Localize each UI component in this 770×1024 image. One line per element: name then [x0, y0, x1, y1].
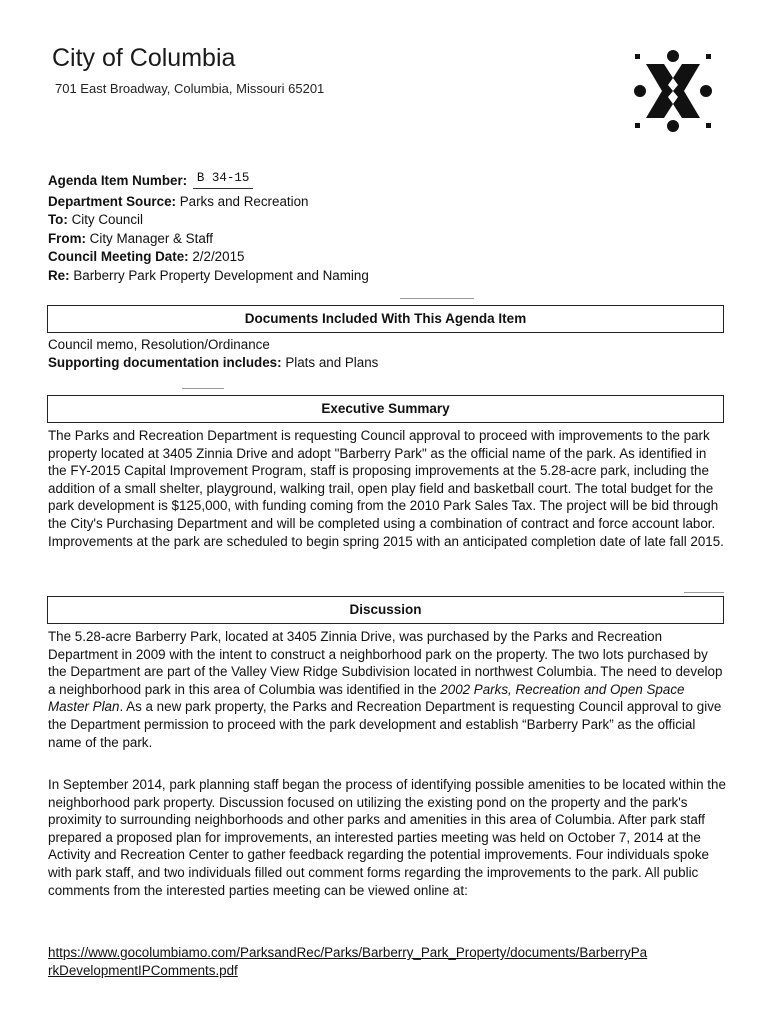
- comments-link[interactable]: [48, 944, 728, 979]
- discussion-heading-box: [47, 596, 724, 624]
- org-name: City of Columbia: [52, 44, 236, 72]
- meeting-date-row: [48, 248, 369, 267]
- discussion-p1-text-end: . As a new park property, the Parks and Recreation Department is requesting Council approval to give the Department permission to proceed with the park development and establish “Barberry Park” as the official name of the park.: [48, 699, 722, 750]
- documents-line: Council memo, Resolution/Ordinance: [48, 337, 270, 352]
- org-address: 701 East Broadway, Columbia, Missouri 65201: [55, 81, 325, 96]
- agenda-item-number-row: [48, 172, 369, 193]
- re-value: Barberry Park Property Development and Naming: [73, 267, 369, 283]
- re-label: Re:: [48, 267, 70, 283]
- agenda-item-label: Agenda Item Number:: [48, 173, 188, 188]
- from-row: [48, 230, 369, 249]
- discussion-heading: Discussion: [349, 602, 422, 617]
- scan-mark: [684, 592, 724, 593]
- to-value: City Council: [71, 212, 144, 228]
- from-value: City Manager & Staff: [89, 230, 213, 246]
- documents-heading-box: [47, 305, 724, 333]
- department-value: Parks and Recreation: [179, 193, 309, 209]
- agenda-item-value: B 34-15: [193, 169, 254, 189]
- master-plan-title: 2002 Parks, Recreation and Open Space Master Plan: [48, 681, 685, 715]
- scan-mark: [400, 298, 474, 299]
- department-row: [48, 193, 369, 212]
- discussion-p1-text: The 5.28-acre Barberry Park, located at 3405 Zinnia Drive, was purchased by the Parks and Recreation Department in 2009 with the intent to construct a neighborhood park on the property. The two lots purchased by the Department are part of the Valley View Ridge Subdivision located in northwest Columbia. The need to develop a neighborhood park in this area of Columbia was identified in the: [48, 629, 723, 697]
- discussion-paragraph-1: [48, 628, 728, 751]
- from-label: From:: [48, 230, 86, 246]
- documents-heading: Documents Included With This Agenda Item: [244, 311, 527, 326]
- executive-summary-heading-box: [47, 395, 724, 423]
- comments-link-line-2[interactable]: rkDevelopmentIPComments.pdf: [48, 962, 238, 978]
- discussion-paragraph-2: In September 2014, park planning staff began the process of identifying possible amenities to be located within the neighborhood park property. Discussion focused on utilizing the existing pond on the property and the park's proximity to surrounding neighborhoods and other parks and amenities in this area of Columbia. After park staff prepared a proposed plan for improvements, an interested parties meeting was held on October 7, 2014 at the Activity and Recreation Center to gather feedback regarding the potential improvements. Four individuals spoke with park staff, and two individuals filled out comment forms regarding the improvements to the park. All public comments from the interested parties meeting can be viewed online at:: [48, 777, 726, 898]
- meeting-date-value: 2/2/2015: [192, 249, 245, 265]
- to-row: [48, 211, 369, 230]
- executive-summary-text: The Parks and Recreation Department is requesting Council approval to proceed with improvements to the park property located at 3405 Zinnia Drive and adopt "Barberry Park" as the official name of the park. As identified in the FY-2015 Capital Improvement Program, staff is proposing improvements at the 5.28-acre park, including the addition of a small shelter, playground, walking trail, open play field and basketball court. The total budget for the park development is $125,000, with funding coming from the 2010 Park Sales Tax. The project will be bid through the City's Purchasing Department and will be completed using a combination of contract and force account labor. Improvements at the park are scheduled to begin spring 2015 with an anticipated completion date of late fall 2015.: [48, 428, 724, 549]
- agenda-meta: [48, 172, 369, 286]
- documents-list: [48, 336, 728, 371]
- supporting-documentation-row: [48, 354, 728, 372]
- meeting-date-label: Council Meeting Date:: [48, 249, 189, 265]
- supporting-label: Supporting documentation includes:: [48, 354, 282, 370]
- department-label: Department Source:: [48, 193, 176, 209]
- comments-link-line-1[interactable]: https://www.gocolumbiamo.com/ParksandRec/Parks/Barberry_Park_Property/documents/BarberryPa: [48, 945, 648, 960]
- supporting-value: Plats and Plans: [285, 354, 379, 370]
- re-row: [48, 267, 369, 286]
- executive-summary-heading: Executive Summary: [321, 401, 450, 416]
- to-label: To:: [48, 212, 68, 228]
- city-of-columbia-logo-icon: [632, 48, 714, 134]
- scan-mark: [182, 388, 224, 389]
